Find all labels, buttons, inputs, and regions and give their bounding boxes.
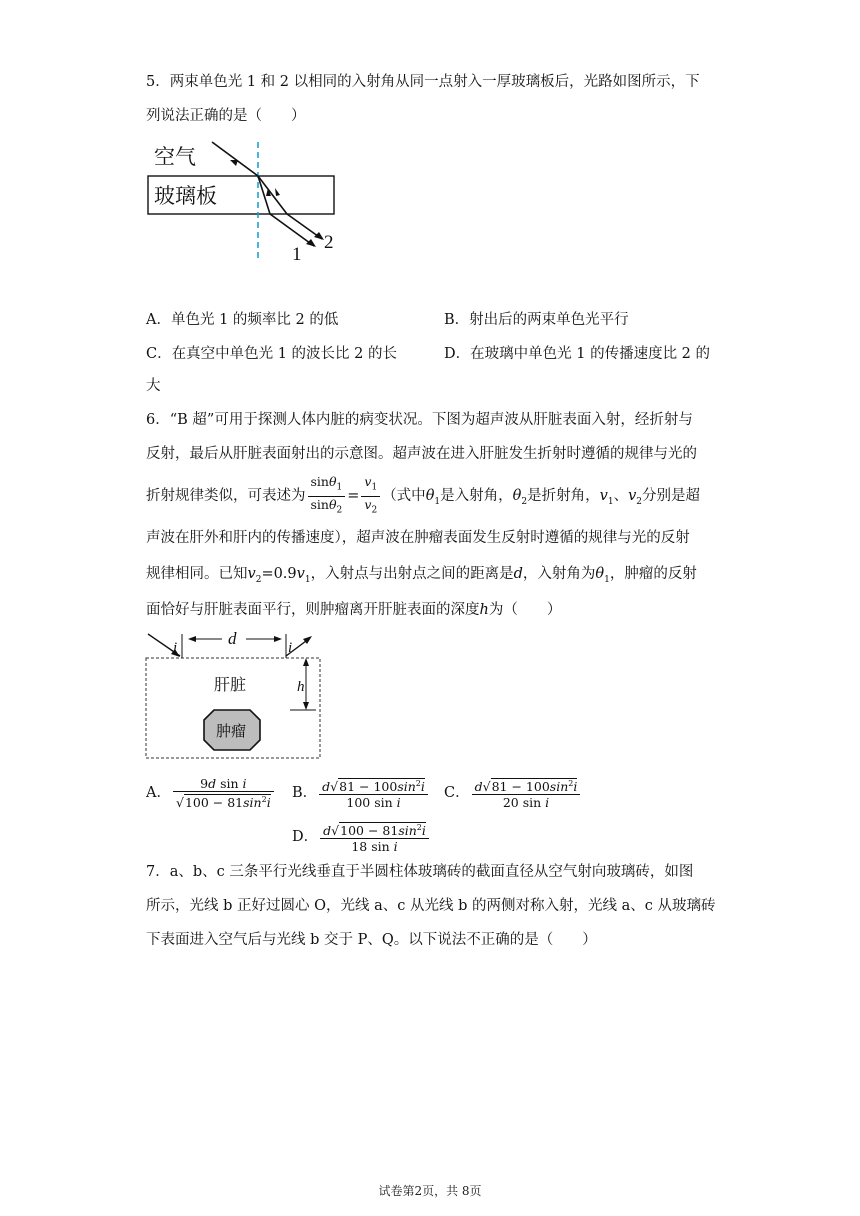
snell-formula: $\frac{\sin\theta_1}{\sin\theta_2}$ (308, 474, 346, 518)
q5-option-d: D．在玻璃中单色光 1 的传播速度比 2 的 (444, 346, 711, 362)
q6-stem-line6: 面恰好与肝脏表面平行，则肿瘤离开肝脏表面的深度h为（ ） (146, 602, 562, 618)
q6-stem-line1: 6．“B 超”可用于探测人体内脏的病变状况。下图为超声波从肝脏表面入射，经折射与 (146, 412, 693, 428)
q7-stem-line2: 所示，光线 b 正好过圆心 O，光线 a、c 从光线 b 的两侧对称入射，光线 a、c 从玻璃砖 (146, 898, 716, 914)
q6-stem-line4: 声波在肝外和肝内的传播速度），超声波在肿瘤表面发生反射时遵循的规律与光的反射 (146, 530, 690, 546)
q6-stem-line3: 折射规律类似，可表述为 $\frac{\sin\theta_1}{\sin\theta_2}$ = $\frac{v_1}{v_2}$ （式中$\theta_1$是入射角，$\theta_2$是折射角，$v_1$、$v_2$分别是超 (146, 474, 700, 521)
q6-option-a: A． $\frac{\text{9d sin i}}{√100 - 81\sin^2i}$ (146, 776, 276, 810)
air-label: 空气 (154, 146, 196, 169)
q6-stem-line5: 规律相同。已知$v_2=0.9v_1$，入射点与出射点之间的距离是d，入射角为$\theta_1$，肿瘤的反射 (146, 566, 697, 585)
q5-figure (140, 136, 350, 266)
svg-text:i: i (288, 640, 293, 656)
glass-label: 玻璃板 (154, 185, 217, 208)
svg-text:h: h (297, 679, 305, 695)
q6-figure (140, 630, 330, 764)
ray2-label: 2 (324, 232, 334, 253)
q5-stem-line1: 5．两束单色光 1 和 2 以相同的入射角从同一点射入一厚玻璃板后，光路如图所示，下 (146, 74, 700, 90)
q6-stem-line2: 反射，最后从肝脏表面射出的示意图。超声波在进入肝脏发生折射时遵循的规律与光的 (146, 446, 697, 462)
refracted-ray-2 (258, 176, 287, 214)
q5-option-c: C．在真空中单色光 1 的波长比 2 的长 (146, 346, 397, 362)
exit-ray-1 (270, 214, 314, 246)
liver-label: 肝脏 (214, 677, 247, 694)
q5-option-a: A．单色光 1 的频率比 2 的低 (146, 312, 339, 328)
svg-text:d: d (228, 630, 237, 648)
q6-option-c: C． $\frac{d√81 - 100\sin^2i}{\text{20 sin i}}$ (444, 776, 582, 810)
page-footer: 试卷第2页，共 8页 (378, 1184, 482, 1198)
tumor-label: 肿瘤 (216, 723, 247, 740)
ray1-label: 1 (292, 244, 302, 265)
q7-stem-line1: 7．a、b、c 三条平行光线垂直于半圆柱体玻璃砖的截面直径从空气射向玻璃砖，如图 (146, 864, 694, 880)
incident-ray (212, 142, 258, 176)
q5-option-b: B．射出后的两束单色光平行 (444, 312, 629, 328)
q5-stem-line2: 列说法正确的是（ ） (146, 108, 306, 124)
svg-text:i: i (173, 640, 178, 656)
q7-stem-line3: 下表面进入空气后与光线 b 交于 P、Q。以下说法不正确的是（ ） (146, 932, 597, 948)
q6-option-d: D． $\frac{d√100 - 81\sin^2i}{\text{18 sin i}}$ (292, 820, 431, 854)
q6-option-b: B． $\frac{d√81 - 100\sin^2i}{\text{100 sin i}}$ (292, 776, 430, 810)
q5-option-d-continued: 大 (146, 378, 161, 394)
